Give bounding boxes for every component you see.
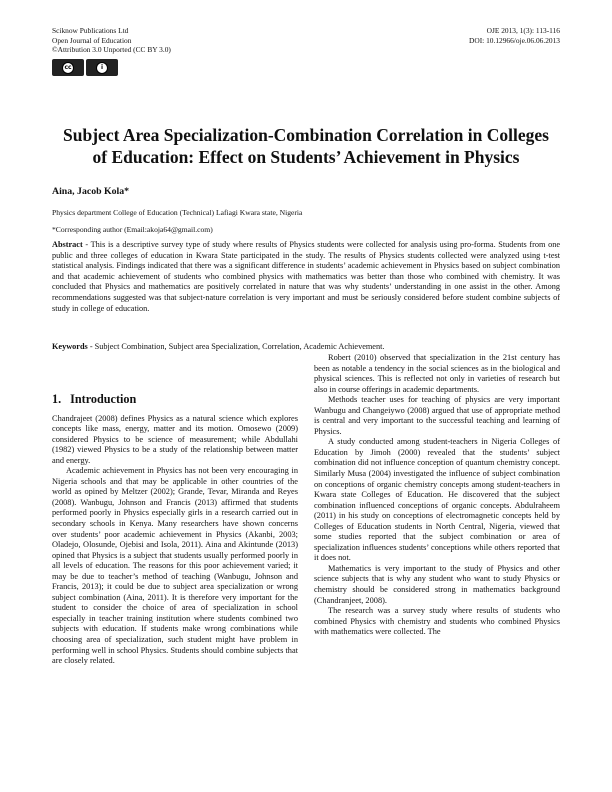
cc-badge: [52, 59, 84, 76]
paragraph: The research was a survey study where results of students who combined Physics with chemistry and students who combined Physics with mathematics were collected. The: [314, 606, 560, 637]
author-name: Aina, Jacob Kola*: [52, 186, 130, 197]
journal-name: Open Journal of Education: [52, 35, 132, 45]
title-line-1: Subject Area Specialization-Combination Correlation in Colleges: [63, 125, 549, 145]
publisher-name: Sciknow Publications Ltd: [52, 26, 129, 35]
paper-title: [52, 124, 560, 168]
abstract: [52, 240, 560, 314]
abstract-text: - This is a descriptive survey type of study where results of Physics students were collected for analysis using pro-forma. Students from one public and three colleges of education in Kwara State participated in the study. The results of Physics students collected were analyzed using t-test statistical analysis. Findings indicated that there was a significant difference in students’ academic achievement in Physics based on subject combination and that academic achievement of students who combined physics with mathematics was better than those who combined with chemistry. It was concluded that Physics and mathematics are positively correlated in nature that was why students’ understanding in one assist in the other. Among recommendations suggested was that subject-nature correlation is very important and must be seriously considered before student combine subjects of study in college of education.: [52, 240, 560, 313]
right-column: [314, 353, 560, 638]
citation: OJE 2013, 1(3): 113-116: [486, 26, 560, 35]
section-heading: [52, 394, 298, 405]
doi: DOI: 10.12966/oje.06.06.2013: [469, 35, 560, 45]
journal-header-left: [52, 26, 171, 55]
corresponding-author: *Corresponding author (Email:akoja64@gmail.com): [52, 225, 213, 234]
keywords: [52, 342, 560, 353]
paragraph: Robert (2010) observed that specialization in the 21st century has been as notable a tendency in the social sciences as in the biological and physical sciences. This is reflected not only in varieties of research but also in course offerings in academic departments.: [314, 353, 560, 394]
paragraph: A study conducted among student-teachers in Nigeria Colleges of Education by Jimoh (2000) revealed that the students’ subject combination did not influence conception of quantum chemistry concept. Similarly Musa (2004) investigated the influence of subject combination on conceptions of organic chemistry concepts among student-teachers in Kwara state Colleges of Education. He discovered that the subject combination influenced conceptions of organic concepts. Abdulraheem (2011) in his study on conceptions of electromagnetic concepts held by Colleges of Education students in North Central, Nigeria, viewed that some studies reported that the subject combination or area of specialization influences students’ conceptions while others reported that it does not.: [314, 437, 560, 563]
abstract-label: Abstract: [52, 240, 83, 249]
section-number: 1.: [52, 392, 62, 406]
by-badge: [86, 59, 118, 76]
title-line-2: of Education: Effect on Students’ Achievement in Physics: [92, 147, 520, 167]
cc-icon: cc: [62, 62, 74, 74]
cc-license-badge: [52, 59, 118, 76]
journal-header-right: [469, 26, 560, 45]
keywords-label: Keywords: [52, 342, 88, 351]
license-text: ©Attribution 3.0 Unported (CC BY 3.0): [52, 45, 171, 55]
paragraph: Methods teacher uses for teaching of physics are very important Wanbugu and Changeiywo (2008) argued that use of appropriate method is central and very important to the successful teaching and learning of Physics.: [314, 395, 560, 436]
keywords-text: - Subject Combination, Subject area Specialization, Correlation, Academic Achievement.: [87, 342, 385, 351]
paragraph: Academic achievement in Physics has not been very encouraging in Nigeria schools and that may be applicable in other countries of the world as opined by Meltzer (2002); Grande, Tevar, Miranda and Reyes (2008). Wanbugu, Johnson and Francis (2013) affirmed that students performed poorly in Physics especially girls in a research carried out in secondary schools in Kenya. Many researchers have shown concerns over students’ poor academic achievement in Physics (Akanbi, 2003; Oladejo, Olosunde, Ojebisi and Isola, 2011). Aina and Akintunde (2013) opined that Physics is a subject that students usually performed poorly in all levels of education. The reasons for this poor achievement varied; it may be due to teacher’s method of teaching (Wanbugu, Johnson and Francis, 2013); it could be due to subject area specialization or wrong subject combination (Aina, 2011). It is therefore very important for the student to consider the choice of area of specialization in school especially in teacher training institution where students combined two subjects with education. If students make wrong combinations while choosing area of specialization, such student might have problem in performing well in school Physics. Students should combine subjects that are closely related.: [52, 466, 298, 666]
left-column: [52, 353, 298, 667]
author-affiliation: Physics department College of Education (Technical) Lafiagi Kwara state, Nigeria: [52, 208, 303, 217]
by-icon: i: [96, 62, 108, 74]
paragraph: Mathematics is very important to the study of Physics and other science subjects that is why any student who want to study Physics or chemistry should be considered strong in mathematics background (Chandranjeet, 2008).: [314, 563, 560, 605]
paragraph: Chandrajeet (2008) defines Physics as a natural science which explores concepts like mass, energy, matter and its motion. Omosewo (2009) considered Physics to be science of measurement; while Abdullahi (1982) viewed Physics to be a study of the relationship between matter and energy.: [52, 413, 298, 465]
section-title: Introduction: [70, 392, 137, 406]
